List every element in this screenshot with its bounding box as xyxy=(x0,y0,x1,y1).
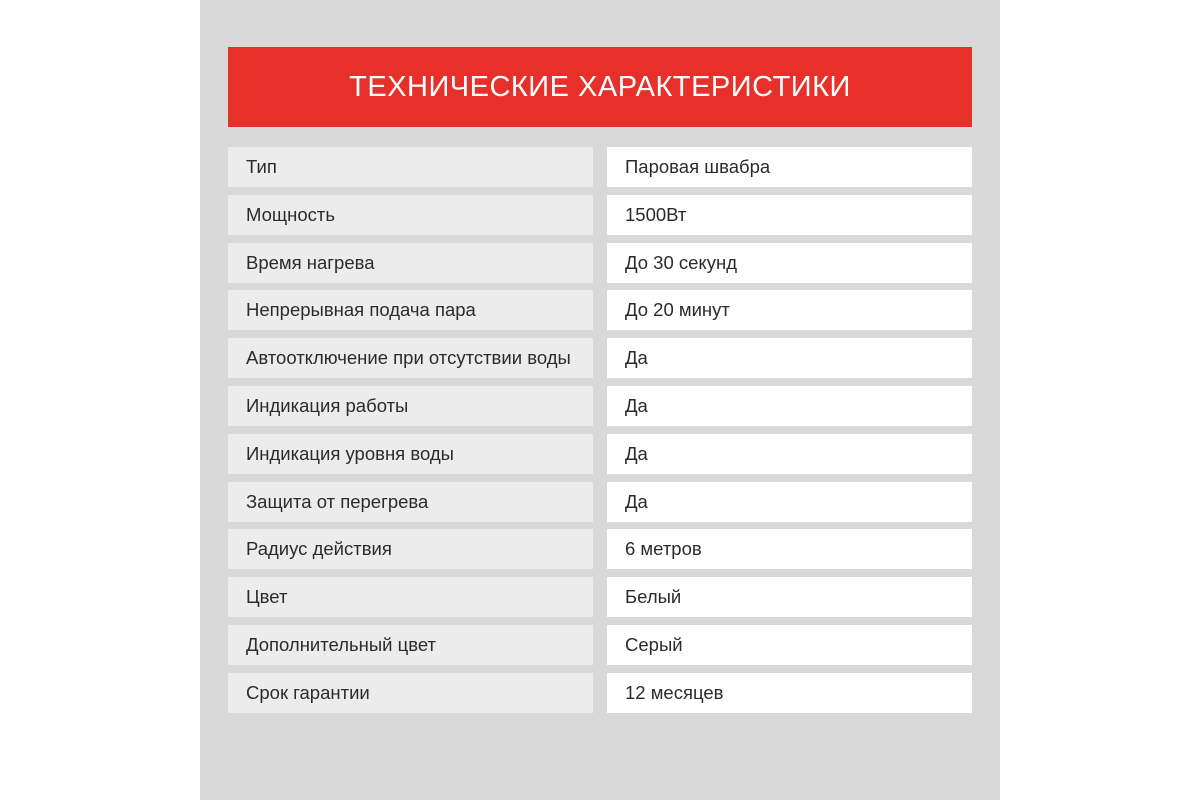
spec-row xyxy=(228,577,972,617)
spec-label: Индикация уровня воды xyxy=(228,434,593,474)
spec-value: Да xyxy=(607,386,972,426)
spec-value: 1500Вт xyxy=(607,195,972,235)
spec-label: Индикация работы xyxy=(228,386,593,426)
spec-value: 6 метров xyxy=(607,529,972,569)
spec-value: Да xyxy=(607,434,972,474)
spec-row xyxy=(228,434,972,474)
spec-row xyxy=(228,147,972,187)
spec-row xyxy=(228,673,972,713)
spec-row xyxy=(228,386,972,426)
spec-label: Автоотключение при отсутствии воды xyxy=(228,338,593,378)
spec-label: Мощность xyxy=(228,195,593,235)
spec-row xyxy=(228,482,972,522)
specs-title: ТЕХНИЧЕСКИЕ ХАРАКТЕРИСТИКИ xyxy=(349,70,851,103)
spec-value: До 20 минут xyxy=(607,290,972,330)
spec-value: До 30 секунд xyxy=(607,243,972,283)
spec-row xyxy=(228,290,972,330)
spec-label: Цвет xyxy=(228,577,593,617)
spec-value: Серый xyxy=(607,625,972,665)
spec-row xyxy=(228,338,972,378)
spec-row xyxy=(228,625,972,665)
spec-row xyxy=(228,195,972,235)
spec-value: Да xyxy=(607,338,972,378)
specs-table xyxy=(228,147,972,721)
spec-label: Радиус действия xyxy=(228,529,593,569)
specs-header-banner xyxy=(228,47,972,127)
spec-label: Защита от перегрева xyxy=(228,482,593,522)
spec-value: 12 месяцев xyxy=(607,673,972,713)
spec-label: Время нагрева xyxy=(228,243,593,283)
spec-label: Непрерывная подача пара xyxy=(228,290,593,330)
spec-label: Срок гарантии xyxy=(228,673,593,713)
spec-value: Белый xyxy=(607,577,972,617)
spec-value: Да xyxy=(607,482,972,522)
spec-value: Паровая швабра xyxy=(607,147,972,187)
spec-row xyxy=(228,529,972,569)
spec-label: Тип xyxy=(228,147,593,187)
specs-panel xyxy=(200,0,1000,800)
spec-label: Дополнительный цвет xyxy=(228,625,593,665)
spec-row xyxy=(228,243,972,283)
